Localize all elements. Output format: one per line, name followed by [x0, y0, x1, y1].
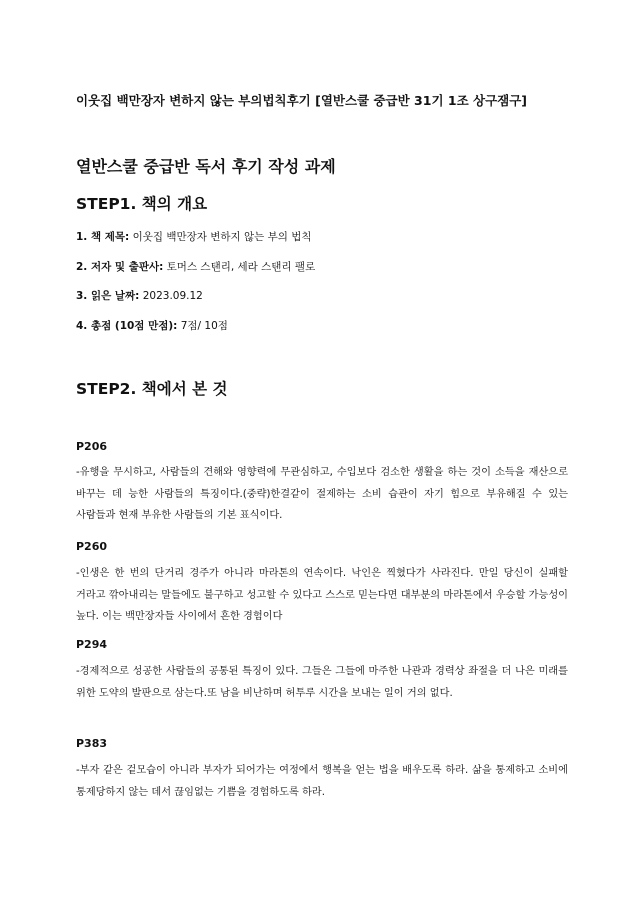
step2-title: STEP2. 책에서 본 것	[76, 380, 228, 398]
info-value: 2023.09.12	[139, 290, 203, 302]
quote-paragraph: -부자 같은 겉모습이 아니라 부자가 되어가는 여정에서 행복을 얻는 법을 배우도록 하라. 삶을 통제하고 소비에 통제당하지 않는 데서 끊임없는 기쁨을 경험하도록 하라.	[76, 765, 568, 798]
page-reference: P206	[76, 440, 108, 453]
quote-paragraph: -경제적으로 성공한 사람들의 공통된 특징이 있다. 그들은 그들에 마주한 나관과 경력상 좌절을 더 나은 미래를 위한 도약의 발판으로 삼는다.또 남을 비난하며 허투루 시간을 보내는 일이 거의 없다.	[76, 666, 568, 699]
info-value: 토머스 스탠리, 세라 스탠리 팰로	[163, 261, 316, 273]
info-label: 3. 읽은 날짜:	[76, 290, 140, 302]
info-book-title	[76, 229, 312, 244]
quote-paragraph: -유행을 무시하고, 사람들의 견해와 영향력에 무관심하고, 수입보다 검소한 생활을 하는 것이 소득을 재산으로 바꾸는 데 능한 사람들의 특징이다.(중략)한결같이 절제하는 소비 습관이 자기 힘으로 부유해질 수 있는 사람들과 현재 부유한 사람들의 기본 표식이다.	[76, 467, 568, 521]
info-label: 4. 총점 (10점 만점):	[76, 320, 178, 332]
page-reference: P294	[76, 638, 108, 651]
info-score	[76, 318, 228, 333]
page-reference: P260	[76, 540, 108, 553]
quote-paragraph: -인생은 한 번의 단거리 경주가 아니라 마라톤의 연속이다. 낙인은 찍혔다가 사라진다. 만일 당신이 실패할 거라고 깎아내리는 말들에도 불구하고 성고할 수 있다고 스스로 믿는다면 대부분의 마라톤에서 우승할 가능성이 높다. 이는 백만장자들 사이에서 흔한 경험이다	[76, 568, 568, 622]
section-heading: 열반스쿨 중급반 독서 후기 작성 과제	[76, 157, 336, 176]
page-reference: P383	[76, 737, 108, 750]
info-value: 이웃집 백만장자 변하지 않는 부의 법칙	[129, 231, 312, 243]
info-author	[76, 259, 315, 274]
info-date	[76, 288, 203, 303]
step1-title: STEP1. 책의 개요	[76, 195, 208, 213]
document-title: 이웃집 백만장자 변하지 않는 부의법칙후기 [열반스쿨 중급반 31기 1조 상구잼구]	[76, 93, 528, 108]
info-label: 1. 책 제목:	[76, 231, 130, 243]
info-value: 7점/ 10점	[177, 320, 228, 332]
info-label: 2. 저자 및 출판사:	[76, 261, 164, 273]
